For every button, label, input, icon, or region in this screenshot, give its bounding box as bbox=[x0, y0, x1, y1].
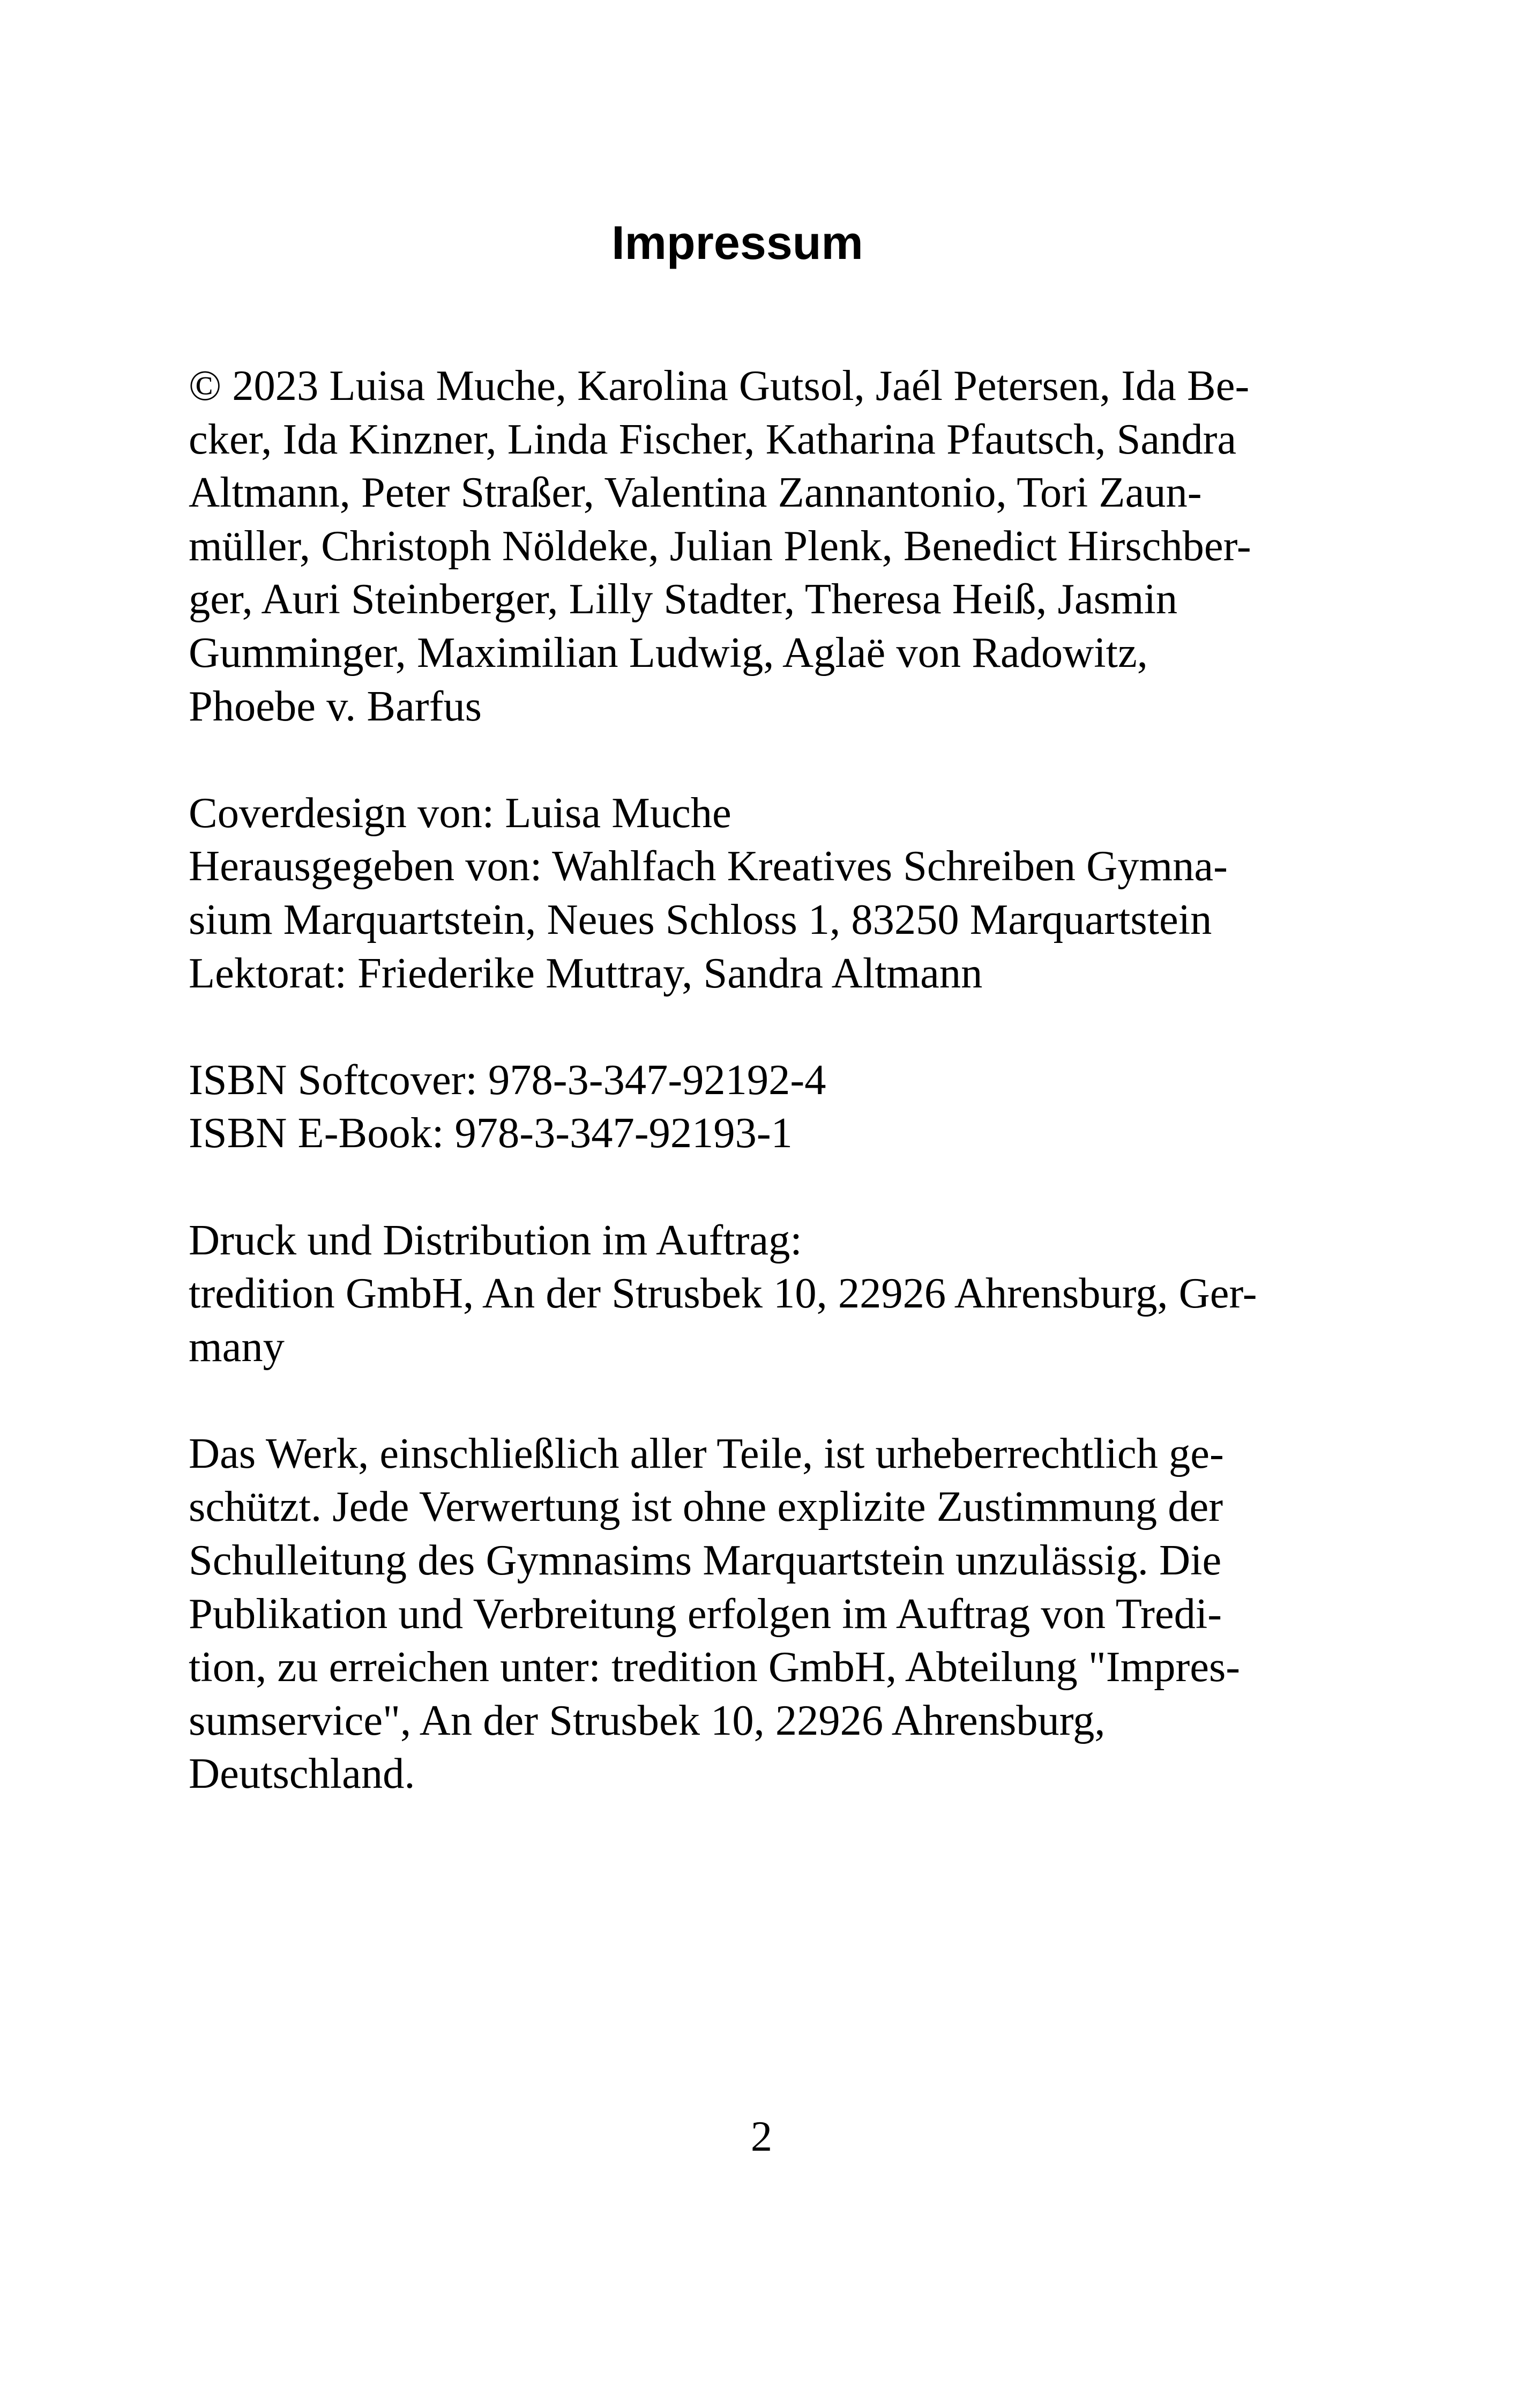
text-line: Coverdesign von: Luisa Muche bbox=[189, 789, 731, 837]
text-line: ISBN E-Book: 978-3-347-92193-1 bbox=[189, 1109, 793, 1157]
text-line: Das Werk, einschließlich aller Teile, ist urheberrechtlich ge- bbox=[189, 1429, 1224, 1477]
text-line: ISBN Softcover: 978-3-347-92192-4 bbox=[189, 1056, 826, 1104]
text-line: Druck und Distribution im Auftrag: bbox=[189, 1216, 802, 1264]
credits-paragraph bbox=[189, 786, 1303, 1000]
text-line: Phoebe v. Barfus bbox=[189, 682, 482, 730]
text-line: sium Marquartstein, Neues Schloss 1, 83250 Marquartstein bbox=[189, 895, 1212, 943]
text-line: Deutschland. bbox=[189, 1750, 415, 1798]
text-line: © 2023 Luisa Muche, Karolina Gutsol, Jaél Petersen, Ida Be- bbox=[189, 362, 1250, 410]
text-line: schützt. Jede Verwertung ist ohne explizite Zustimmung der bbox=[189, 1483, 1223, 1531]
text-line: sumservice", An der Strusbek 10, 22926 Ahrensburg, bbox=[189, 1696, 1106, 1744]
copyright-notice-paragraph bbox=[189, 1427, 1303, 1801]
page-title: Impressum bbox=[611, 216, 863, 269]
copyright-paragraph bbox=[189, 359, 1303, 733]
text-line: many bbox=[189, 1322, 285, 1371]
text-line: müller, Christoph Nöldeke, Julian Plenk, Benedict Hirschber- bbox=[189, 522, 1251, 570]
isbn-paragraph bbox=[189, 1053, 1303, 1160]
text-line: Lektorat: Friederike Muttray, Sandra Altmann bbox=[189, 949, 983, 997]
text-line: Herausgegeben von: Wahlfach Kreatives Schreiben Gymna- bbox=[189, 842, 1228, 890]
text-line: Publikation und Verbreitung erfolgen im Auftrag von Tredi- bbox=[189, 1589, 1222, 1638]
text-line: ger, Auri Steinberger, Lilly Stadter, Theresa Heiß, Jasmin bbox=[189, 575, 1178, 623]
text-line: Gumminger, Maximilian Ludwig, Aglaë von Radowitz, bbox=[189, 628, 1148, 677]
text-line: tion, zu erreichen unter: tredition GmbH, Abteilung "Impres- bbox=[189, 1643, 1241, 1691]
text-line: cker, Ida Kinzner, Linda Fischer, Katharina Pfautsch, Sandra bbox=[189, 415, 1237, 463]
text-line: Altmann, Peter Straßer, Valentina Zannantonio, Tori Zaun- bbox=[189, 469, 1202, 517]
impressum-body bbox=[189, 359, 1303, 1854]
text-line: Schulleitung des Gymnasims Marquartstein unzulässig. Die bbox=[189, 1536, 1222, 1585]
distribution-paragraph bbox=[189, 1214, 1303, 1374]
page-number: 2 bbox=[750, 2113, 773, 2160]
text-line: tredition GmbH, An der Strusbek 10, 22926 Ahrensburg, Ger- bbox=[189, 1269, 1257, 1318]
